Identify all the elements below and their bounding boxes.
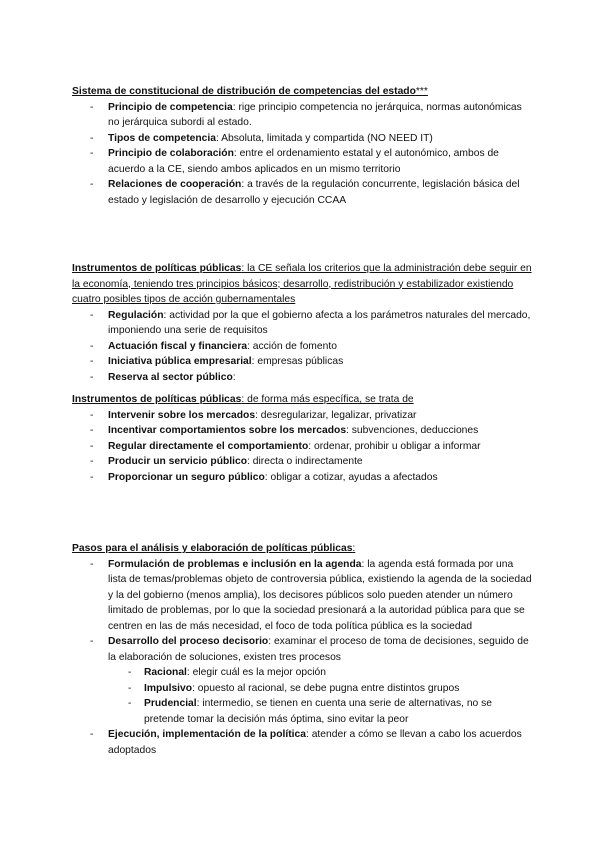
section-instrumentos-2 [72, 392, 532, 485]
item-term: Principio de colaboración [108, 148, 234, 159]
item-text: : atender a cómo se llevan a cabo los acuerdos adoptados [108, 729, 522, 756]
bullet-list [72, 308, 532, 386]
item-term: Regular directamente el comportamiento [108, 440, 309, 452]
item-text: : actividad por la que el gobierno afecta a los parámetros naturales del mercado, imponiendo una serie de requisitos [108, 309, 531, 336]
item-term: Proporcionar un seguro público [108, 471, 265, 483]
item-text: : intermedio, se tienen en cuenta una serie de alternativas, no se pretende tomar la decisión más óptima, sino evitar la peor [144, 698, 493, 725]
section-title: Instrumentos de políticas públicas [72, 263, 242, 274]
item-term: Prudencial [144, 698, 197, 709]
item-term: Impulsivo [144, 682, 193, 694]
item-text: : ordenar, prohibir u obligar a informar [308, 440, 481, 452]
item-term: Actuación fiscal y financiera [108, 340, 248, 352]
item-text: : examinar el proceso de toma de decisiones, seguido de la elaboración de soluciones, existen tres procesos [108, 636, 529, 663]
section-competencias [72, 84, 532, 208]
item-term: Ejecución, implementación de la política [108, 729, 306, 740]
item-term: Principio de competencia [108, 101, 233, 113]
item-text: : opuesto al racional, se debe pugna entre distintos grupos [192, 682, 460, 694]
section-title: Pasos para el análisis y elaboración de políticas públicas [72, 543, 353, 554]
section-title-rest: : de forma más específica, se trata de [241, 394, 414, 405]
item-term: Regulación [108, 309, 164, 321]
item-term: Racional [144, 667, 187, 678]
list-item [72, 177, 532, 208]
section-title: Instrumentos de políticas públicas [72, 394, 242, 405]
section-title-rest: *** [415, 86, 428, 97]
list-item [72, 100, 532, 131]
section-title-rest: : la CE señala los criterios que la administración debe seguir en la economía, teniendo tres principios básicos; desarrollo, redistribución y estabilizador existiendo cuatro posibles tipos de acción gubernamentales [72, 263, 532, 305]
item-text: : rige principio competencia no jerárquica, normas autonómicas no jerárquica subordi al estado. [108, 101, 522, 128]
list-item [72, 439, 532, 455]
section-heading [72, 261, 532, 308]
item-term: Tipos de competencia [108, 132, 216, 144]
list-item [72, 454, 532, 470]
item-text: : empresas públicas [251, 356, 344, 367]
item-term: Intervenir sobre los mercados [108, 409, 256, 421]
item-text: : obligar a cotizar, ayudas a afectados [264, 471, 438, 483]
list-item [72, 423, 532, 439]
item-text: : [232, 371, 236, 383]
item-text: : a través de la regulación concurrente, legislación básica del estado y legislación de desarrollo y ejecución CCAA [108, 179, 520, 206]
item-term: Producir un servicio público [108, 456, 248, 467]
item-text: : desregularizar, legalizar, privatizar [255, 409, 417, 421]
section-instrumentos-1 [72, 261, 532, 385]
bullet-list [72, 557, 532, 759]
list-item [72, 727, 532, 758]
list-item [72, 634, 532, 665]
item-text: : acción de fomento [247, 340, 337, 352]
section-heading [72, 541, 532, 557]
section-title: Sistema de constitucional de distribución de competencias del estado [72, 86, 416, 97]
item-term: Incentivar comportamientos sobre los mercados [108, 425, 347, 436]
list-item [72, 557, 532, 635]
item-term: Formulación de problemas e inclusión en la agenda [108, 558, 362, 570]
item-term: Iniciativa pública empresarial [108, 356, 252, 367]
list-item [72, 339, 532, 355]
item-term: Desarrollo del proceso decisorio [108, 636, 269, 647]
item-text: : elegir cuál es la mejor opción [186, 667, 327, 678]
section-heading [72, 84, 532, 100]
list-item [72, 354, 532, 370]
list-item [72, 408, 532, 424]
item-term: Relaciones de cooperación [108, 179, 242, 190]
item-text: : entre el ordenamiento estatal y el autonómico, ambos de acuerdo a la CE, siendo ambos aplicados en un mismo territorio [108, 148, 499, 175]
sub-list-item [72, 696, 532, 727]
section-pasos [72, 541, 532, 758]
list-item [72, 470, 532, 486]
item-text: : directa o indirectamente [247, 456, 363, 467]
section-title-rest: : [352, 543, 356, 554]
bullet-list [72, 100, 532, 209]
sub-list-item [72, 681, 532, 697]
list-item [72, 370, 532, 386]
list-item [72, 131, 532, 147]
sub-list-item [72, 665, 532, 681]
item-text: : subvenciones, deducciones [346, 425, 479, 436]
item-term: Reserva al sector público [108, 371, 233, 383]
item-text: : Absoluta, limitada y compartida (NO NEED IT) [215, 132, 433, 144]
item-text: : la agenda está formada por una lista de temas/problemas objeto de controversia pública, existiendo la agenda de la sociedad y la del gobierno (menos amplia), los decisores públicos solo pueden atender un número limitado de problemas, por lo que la sociedad presionará a la autoridad pública para que se centren en las de más necesidad, el foco de toda política pública es la sociedad [108, 558, 532, 632]
list-item [72, 308, 532, 339]
section-heading [72, 392, 532, 408]
list-item [72, 146, 532, 177]
bullet-list [72, 408, 532, 486]
